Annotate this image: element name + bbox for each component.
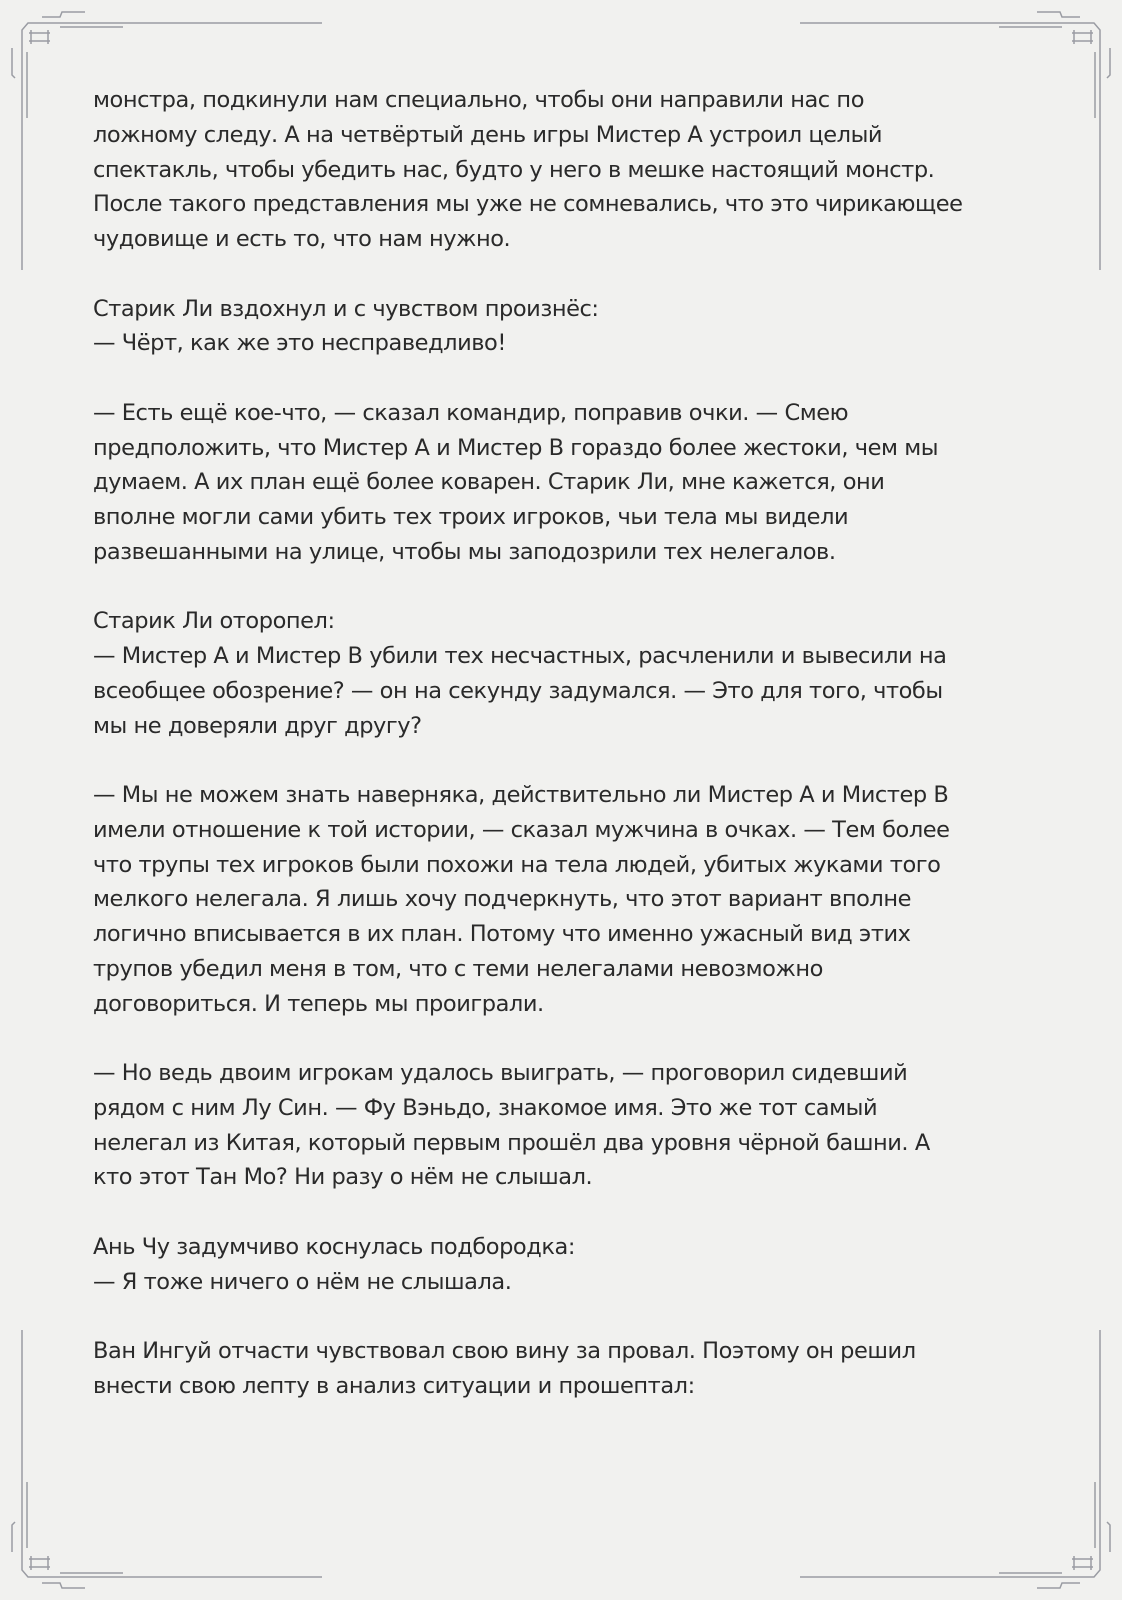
- text-line: — Мистер А и Мистер В убили тех несчастных, расчленили и вывесили на: [93, 643, 947, 669]
- text-line: Ван Ингуй отчасти чувствовал свою вину за провал. Поэтому он решил: [93, 1338, 916, 1364]
- paragraph: [93, 292, 1053, 362]
- text-line: вполне могли сами убить тех троих игроков, чьи тела мы видели: [93, 504, 849, 530]
- text-line: трупов убедил меня в том, что с теми нелегалами невозможно: [93, 955, 823, 982]
- text-line: После такого представления мы уже не сомневались, что это чирикающее: [93, 191, 963, 218]
- text-line: мелкого нелегала. Я лишь хочу подчеркнуть, что этот вариант вполне: [93, 886, 912, 913]
- text-line: всеобщее обозрение? — он на секунду задумался. — Это для того, чтобы: [93, 677, 943, 704]
- text-line: мы не доверяли друг другу?: [93, 712, 422, 739]
- text-line: спектакль, чтобы убедить нас, будто у него в мешке настоящий монстр.: [93, 156, 935, 183]
- paragraph: [93, 1056, 1053, 1195]
- paragraph: [93, 778, 1053, 1021]
- text-line: Старик Ли оторопел:: [93, 608, 335, 635]
- paragraph: [93, 1230, 1053, 1300]
- text-line: внести свою лепту в анализ ситуации и прошептал:: [93, 1372, 695, 1399]
- paragraph: [93, 83, 1053, 257]
- text-line: — Мы не можем знать наверняка, действительно ли Мистер А и Мистер В: [93, 782, 949, 808]
- text-line: — Чёрт, как же это несправедливо!: [93, 330, 506, 357]
- text-line: имели отношение к той истории, — сказал мужчина в очках. — Тем более: [93, 816, 950, 843]
- text-line: рядом с ним Лу Син. — Фу Вэньдо, знакомое имя. Это же тот самый: [93, 1094, 878, 1121]
- text-line: договориться. И теперь мы проиграли.: [93, 990, 544, 1017]
- text-line: Старик Ли вздохнул и с чувством произнёс:: [93, 295, 599, 322]
- text-line: монстра, подкинули нам специально, чтобы они направили нас по: [93, 87, 865, 113]
- text-line: Ань Чу задумчиво коснулась подбородка:: [93, 1233, 575, 1260]
- text-line: нелегал из Китая, который первым прошёл два уровня чёрной башни. А: [93, 1129, 930, 1156]
- text-line: — Я тоже ничего о нём не слышала.: [93, 1268, 512, 1295]
- text-line: ложному следу. А на четвёртый день игры Мистер А устроил целый: [93, 121, 883, 148]
- page-text: [93, 83, 1053, 1438]
- text-line: развешанными на улице, чтобы мы заподозрили тех нелегалов.: [93, 538, 836, 565]
- paragraph: [93, 396, 1053, 570]
- text-line: предположить, что Мистер А и Мистер В гораздо более жестоки, чем мы: [93, 434, 939, 461]
- text-line: логично вписывается в их план. Потому что именно ужасный вид этих: [93, 921, 911, 947]
- text-line: что трупы тех игроков были похожи на тела людей, убитых жуками того: [93, 851, 941, 878]
- text-line: — Но ведь двоим игрокам удалось выиграть, — проговорил сидевший: [93, 1060, 908, 1086]
- text-line: кто этот Тан Мо? Ни разу о нём не слышал.: [93, 1164, 593, 1191]
- paragraph: [93, 1334, 1053, 1404]
- text-line: думаем. А их план ещё более коварен. Старик Ли, мне кажется, они: [93, 469, 885, 496]
- text-line: — Есть ещё кое-что, — сказал командир, поправив очки. — Смею: [93, 399, 849, 426]
- text-line: чудовище и есть то, что нам нужно.: [93, 226, 511, 252]
- paragraph: [93, 604, 1053, 743]
